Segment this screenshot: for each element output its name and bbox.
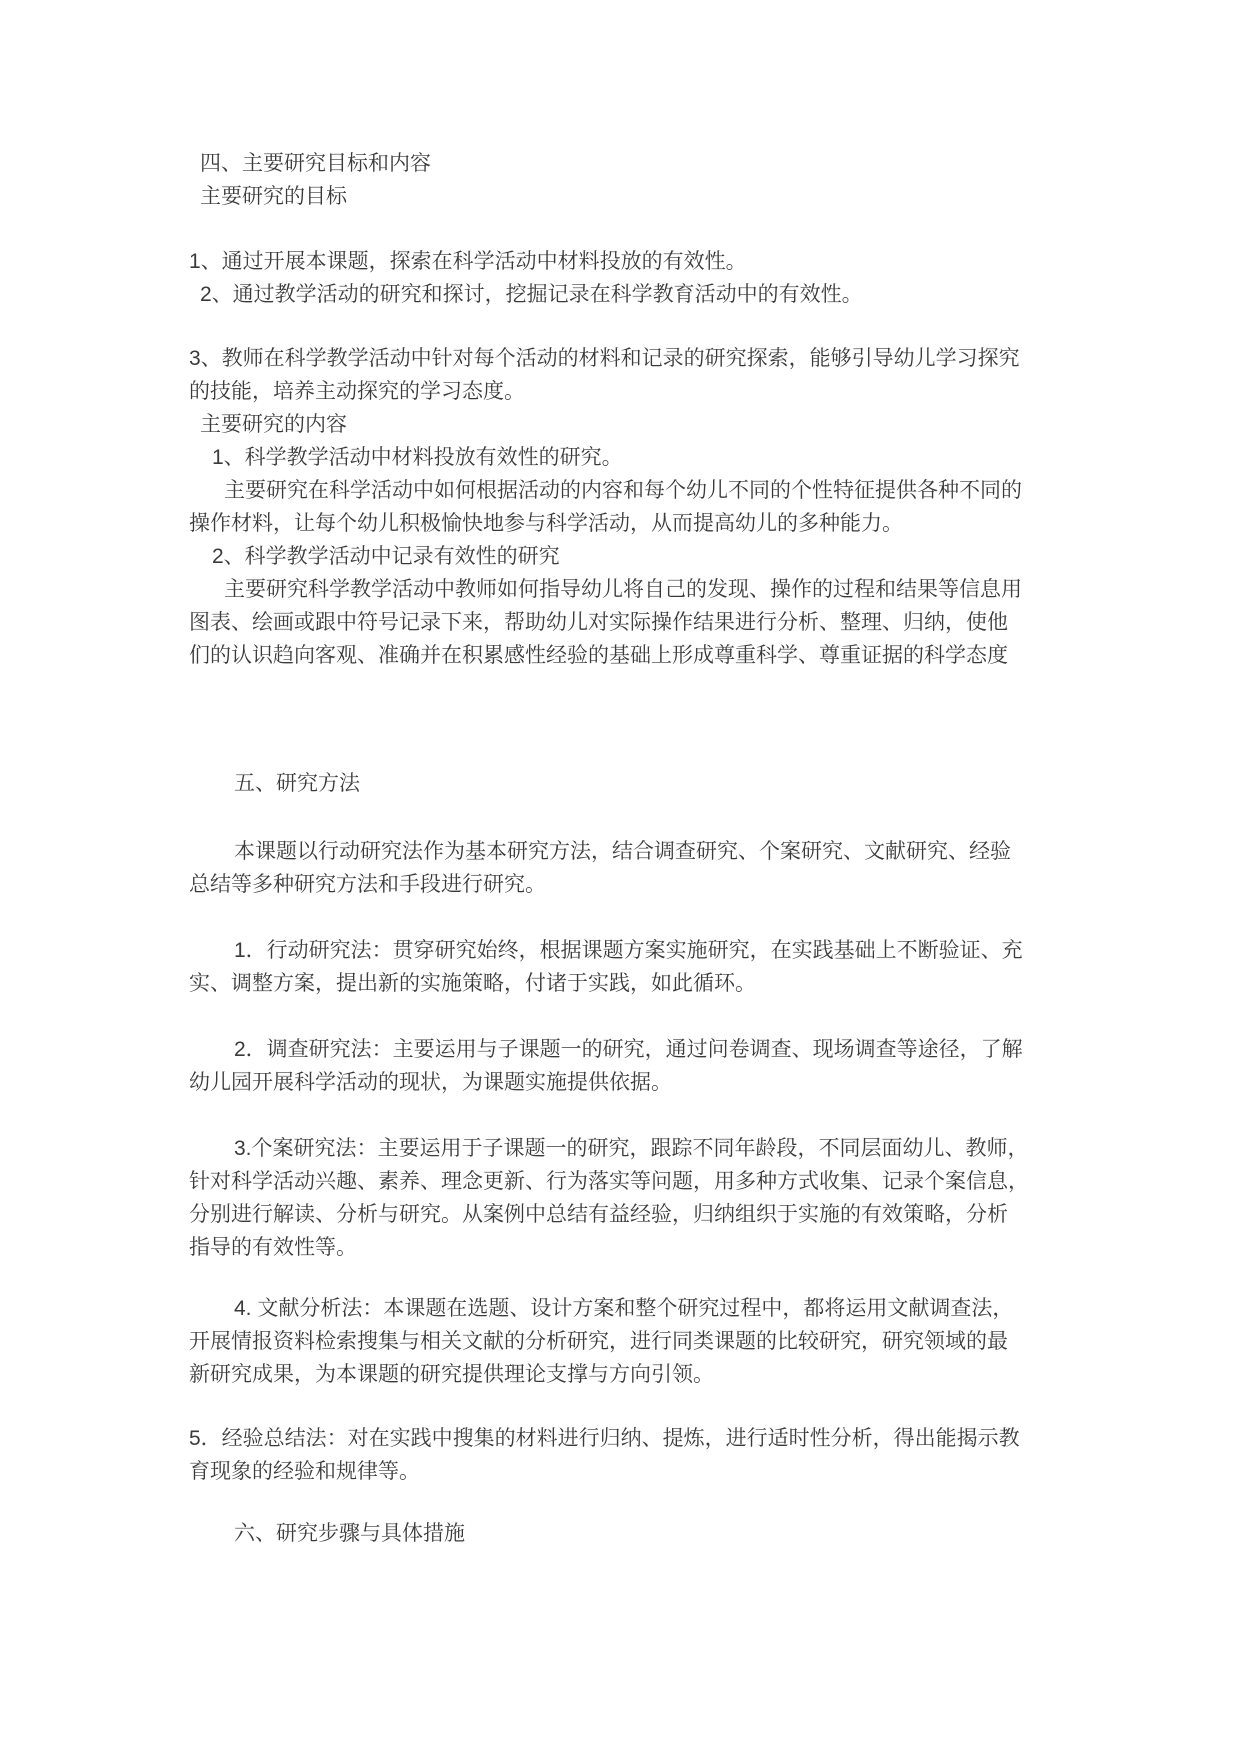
method-4-literature-analysis: [189, 1292, 1180, 1391]
text-line: 3.个案研究法：主要运用于子课题一的研究，跟踪不同年龄段，不同层面幼儿、教师，: [234, 1137, 1029, 1160]
text-line: 2、科学教学活动中记录有效性的研究: [212, 545, 560, 568]
section-6-heading: [189, 1517, 1180, 1550]
text-line: 1、通过开展本课题，探索在科学活动中材料投放的有效性。: [189, 250, 747, 273]
text-line: 主要研究在科学活动中如何根据活动的内容和每个幼儿不同的个性特征提供各种不同的: [224, 479, 1022, 502]
text-line: 1、科学教学活动中材料投放有效性的研究。: [212, 446, 623, 469]
text-line: 主要研究的内容: [200, 413, 347, 436]
text-line: 开展情报资料检索搜集与相关文献的分析研究，进行同类课题的比较研究，研究领域的最: [189, 1330, 1008, 1353]
text-line: 指导的有效性等。: [189, 1236, 357, 1259]
text-line: 4. 文献分析法：本课题在选题、设计方案和整个研究过程中，都将运用文献调查法，: [234, 1297, 1014, 1320]
text-line: 主要研究科学教学活动中教师如何指导幼儿将自己的发现、操作的过程和结果等信息用: [224, 578, 1022, 601]
text-line: 主要研究的目标: [200, 185, 347, 208]
section-4-heading: [189, 147, 1180, 213]
text-line: 五、研究方法: [234, 772, 360, 795]
method-2-survey-research: [189, 1033, 1180, 1099]
text-line: 2．调查研究法：主要运用与子课题一的研究，通过问卷调查、现场调查等途径，了解: [234, 1038, 1023, 1061]
text-line: 实、调整方案，提出新的实施策略，付诸于实践，如此循环。: [189, 972, 756, 995]
text-line: 操作材料，让每个幼儿积极愉快地参与科学活动，从而提高幼儿的多种能力。: [189, 512, 903, 535]
text-line: 针对科学活动兴趣、素养、理念更新、行为落实等问题，用多种方式收集、记录个案信息，: [189, 1170, 1029, 1193]
text-line: 四、主要研究目标和内容: [200, 152, 431, 175]
text-line: 图表、绘画或跟中符号记录下来，帮助幼儿对实际操作结果进行分析、整理、归纳，使他: [189, 611, 1008, 634]
text-line: 幼儿园开展科学活动的现状，为课题实施提供依据。: [189, 1071, 672, 1094]
text-line: 的技能，培养主动探究的学习态度。: [189, 380, 525, 403]
text-line: 本课题以行动研究法作为基本研究方法，结合调查研究、个案研究、文献研究、经验: [234, 840, 1011, 863]
text-line: 3、教师在科学教学活动中针对每个活动的材料和记录的研究探索，能够引导幼儿学习探究: [189, 347, 1020, 370]
method-1-action-research: [189, 934, 1180, 1000]
method-5-experience-summary: [189, 1422, 1180, 1488]
research-goals-1-2: [189, 245, 1180, 311]
text-line: 们的认识趋向客观、准确并在积累感性经验的基础上形成尊重科学、尊重证据的科学态度: [189, 644, 1008, 667]
text-line: 育现象的经验和规律等。: [189, 1460, 420, 1483]
research-goal-3-and-content: [189, 342, 1180, 672]
method-intro: [189, 835, 1180, 901]
text-line: 新研究成果，为本课题的研究提供理论支撑与方向引领。: [189, 1363, 714, 1386]
method-3-case-study: [189, 1132, 1180, 1264]
text-line: 六、研究步骤与具体措施: [234, 1522, 465, 1545]
text-line: 5．经验总结法：对在实践中搜集的材料进行归纳、提炼，进行适时性分析，得出能揭示教: [189, 1427, 1020, 1450]
text-line: 2、通过教学活动的研究和探讨，挖掘记录在科学教育活动中的有效性。: [200, 283, 863, 306]
document-body: [189, 147, 1180, 1550]
text-line: 总结等多种研究方法和手段进行研究。: [189, 873, 546, 896]
text-line: 分别进行解读、分析与研究。从案例中总结有益经验，归纳组织于实施的有效策略，分析: [189, 1203, 1008, 1226]
text-line: 1．行动研究法：贯穿研究始终，根据课题方案实施研究，在实践基础上不断验证、充: [234, 939, 1023, 962]
section-5-heading: [189, 767, 1180, 800]
